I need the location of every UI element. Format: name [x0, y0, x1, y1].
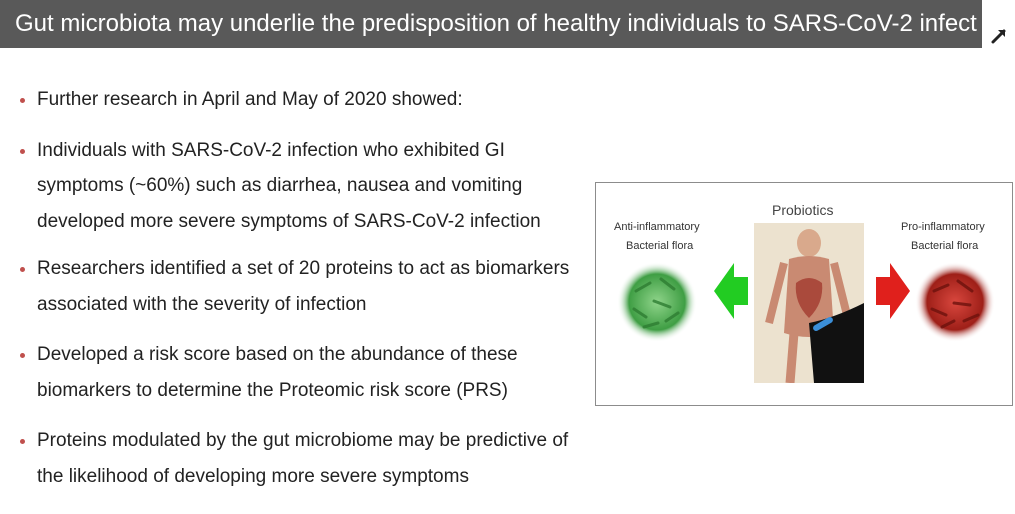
title-bar [0, 0, 982, 48]
right-bacterial-flora-label: Bacterial flora [911, 240, 979, 252]
left-arrow-icon [714, 253, 752, 329]
bullet-dot [20, 439, 25, 444]
bullet-text: Developed a risk score based on the abundance of these biomarkers to determine the Proteomic risk score (PRS) [37, 344, 518, 401]
bullet-text: Researchers identified a set of 20 proteins to act as biomarkers associated with the severity of infection [37, 258, 570, 315]
bullet-item [20, 423, 590, 494]
bullet-text: Individuals with SARS-CoV-2 infection who exhibited GI symptoms (~60%) such as diarrhea, nausea and vomiting developed more severe symptoms of SARS-CoV-2 infection [37, 139, 541, 232]
bullet-dot [20, 353, 25, 358]
bullet-item [20, 337, 590, 408]
bullet-dot [20, 267, 25, 272]
pro-inflammatory-label: Pro-inflammatory [901, 221, 985, 233]
left-bacterial-flora-label: Bacterial flora [626, 240, 694, 252]
bad-bacteria-image [914, 261, 996, 343]
probiotics-figure [595, 182, 1013, 406]
bullet-item [20, 82, 590, 118]
expand-arrow-icon [989, 26, 1009, 46]
bullet-text: Proteins modulated by the gut microbiome may be predictive of the likelihood of developing more severe symptoms [37, 430, 569, 487]
slide-title: Gut microbiota may underlie the predisposition of healthy individuals to SARS-CoV-2 infect [15, 10, 977, 37]
good-bacteria-image [616, 261, 698, 343]
bullet-list [20, 82, 590, 494]
expand-button[interactable] [982, 0, 1015, 48]
bullet-item [20, 251, 590, 322]
anti-inflammatory-label: Anti-inflammatory [614, 221, 700, 233]
bullet-dot [20, 149, 25, 154]
bullet-dot [20, 98, 25, 103]
right-arrow-icon [872, 253, 910, 329]
probiotic-body-image [754, 223, 864, 383]
bullet-text: Further research in April and May of 2020 showed: [37, 89, 463, 110]
probiotics-label: Probiotics [772, 202, 834, 218]
bullet-item [20, 133, 590, 240]
